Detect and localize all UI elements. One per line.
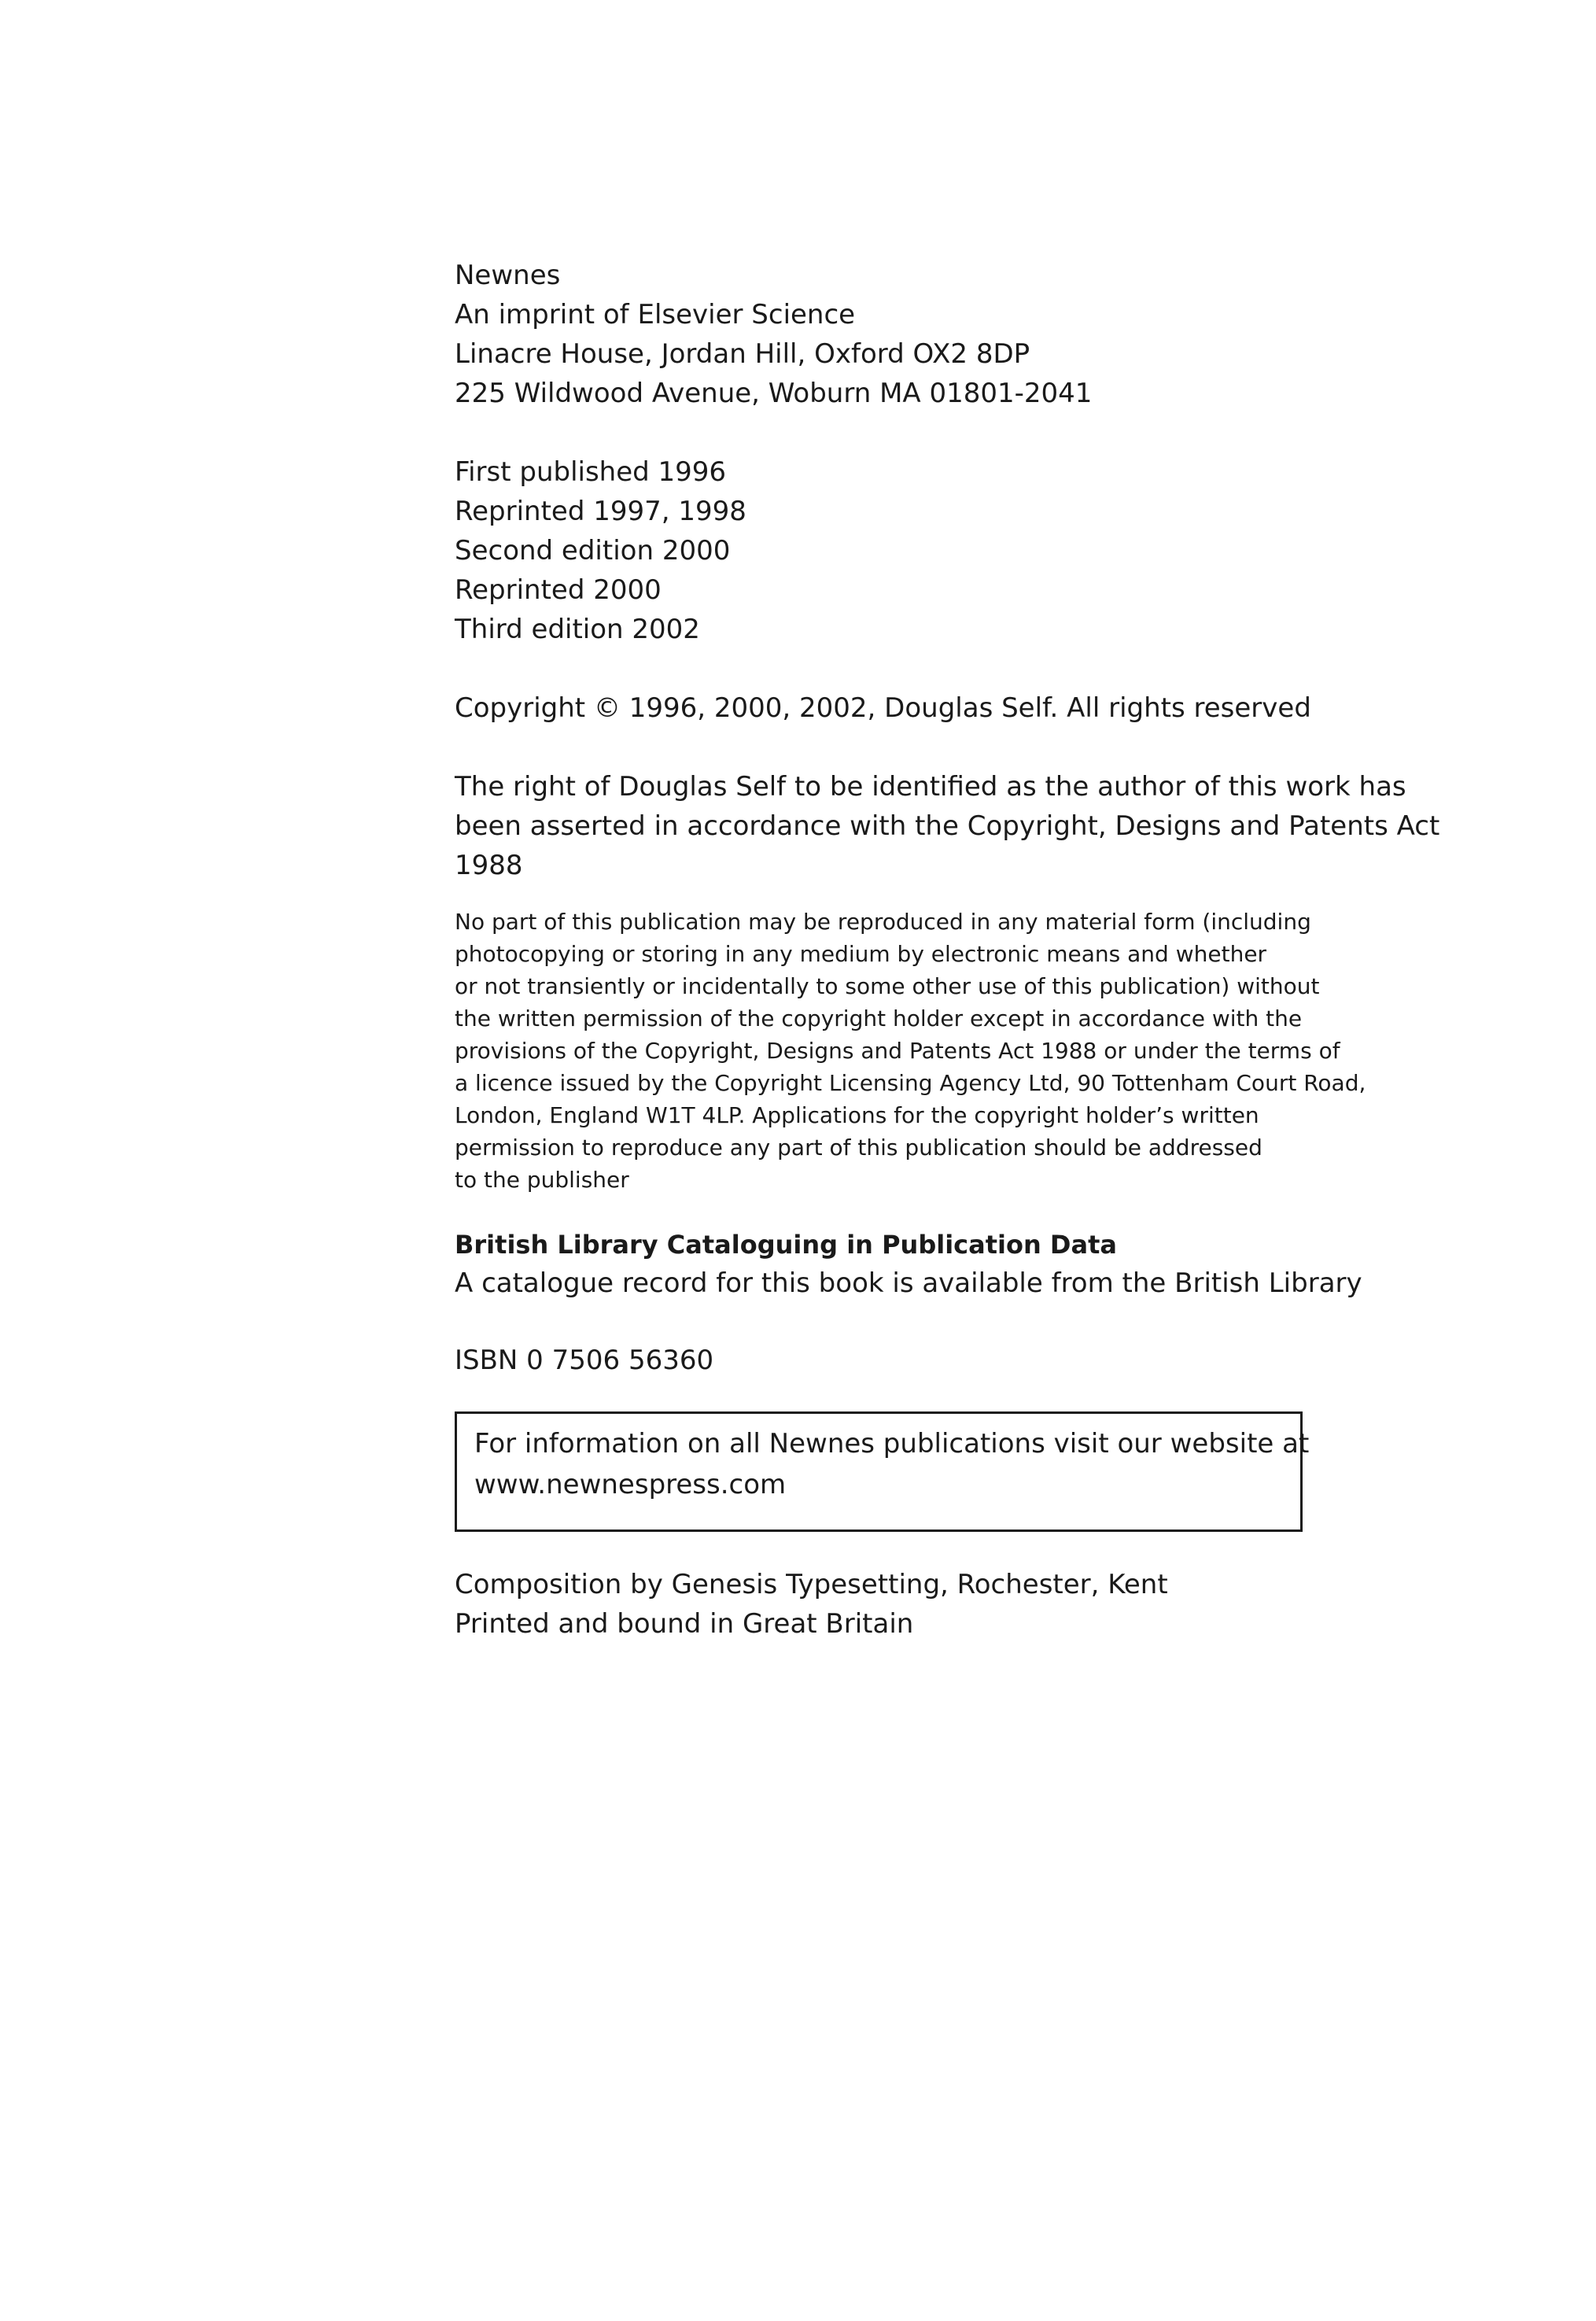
history-line: Reprinted 1997, 1998: [455, 496, 746, 527]
copyright-statement: [455, 688, 1399, 728]
website-url[interactable]: www.newnespress.com: [474, 1469, 787, 1500]
website-info-box: [455, 1411, 1310, 1532]
publisher-address-us: 225 Wildwood Avenue, Woburn MA 01801-2041: [455, 378, 1093, 409]
credit-line: Composition by Genesis Typesetting, Rochester, Kent: [455, 1569, 1168, 1600]
isbn: ISBN 0 7506 56360: [455, 1345, 714, 1376]
copyright-line: Copyright © 1996, 2000, 2002, Douglas Self. All rights reserved: [455, 692, 1311, 724]
publisher-imprint: An imprint of Elsevier Science: [455, 299, 856, 330]
legal-notice-line: London, England W1T 4LP. Applications for the copyright holder’s written: [455, 1102, 1259, 1128]
legal-notice-line: No part of this publication may be reproduced in any material form (including: [455, 909, 1311, 935]
moral-rights-line: been asserted in accordance with the Copyright, Designs and Patents Act: [455, 810, 1440, 842]
moral-rights-line: 1988: [455, 850, 523, 881]
moral-rights-statement: [455, 767, 1440, 885]
credit-line: Printed and bound in Great Britain: [455, 1608, 914, 1640]
legal-notice-line: photocopying or storing in any medium by electronic means and whether: [455, 941, 1267, 967]
legal-notice-line: a licence issued by the Copyright Licensing Agency Ltd, 90 Tottenham Court Road,: [455, 1070, 1366, 1096]
legal-notice-line: the written permission of the copyright holder except in accordance with the: [455, 1006, 1303, 1031]
moral-rights-line: The right of Douglas Self to be identified as the author of this work has: [455, 771, 1406, 803]
legal-notice-line: provisions of the Copyright, Designs and Patents Act 1988 or under the terms of: [455, 1038, 1340, 1064]
cataloguing-text: A catalogue record for this book is available from the British Library: [455, 1268, 1362, 1299]
history-line: Reprinted 2000: [455, 574, 662, 606]
history-line: Third edition 2002: [455, 614, 700, 645]
legal-notice: [455, 906, 1399, 1196]
publisher-block: [455, 256, 1399, 413]
history-line: First published 1996: [455, 456, 727, 488]
info-box-line: For information on all Newnes publications visit our website at: [474, 1428, 1310, 1459]
publisher-name: Newnes: [455, 260, 561, 291]
history-line: Second edition 2000: [455, 535, 731, 566]
publisher-address-uk: Linacre House, Jordan Hill, Oxford OX2 8DP: [455, 338, 1030, 370]
legal-notice-line: or not transiently or incidentally to some other use of this publication) without: [455, 973, 1320, 999]
publication-history: [455, 452, 1399, 649]
copyright-page: [455, 256, 1440, 1644]
legal-notice-line: permission to reproduce any part of this publication should be addressed: [455, 1135, 1262, 1160]
isbn-block: [455, 1341, 1399, 1380]
legal-notice-line: to the publisher: [455, 1167, 629, 1193]
cataloguing-heading: British Library Cataloguing in Publication Data: [455, 1230, 1117, 1260]
cataloguing-block: [455, 1226, 1399, 1303]
credits-block: [455, 1565, 1399, 1644]
